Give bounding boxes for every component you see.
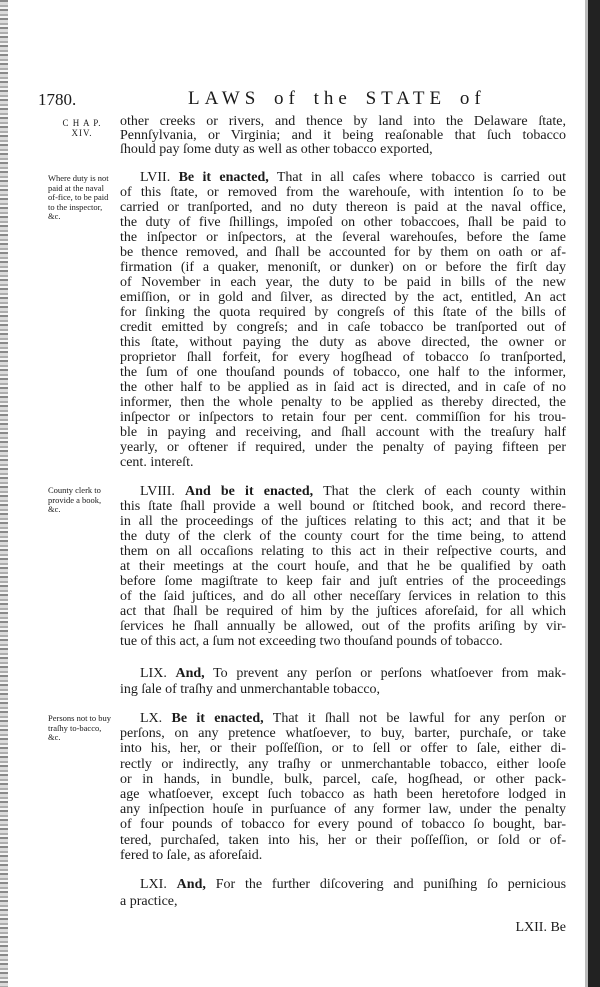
line-text: of four pounds of tobacco for every pound of tobacco ſo bought, bar-: [120, 817, 566, 833]
paragraph-intro: [120, 115, 566, 157]
line-text: or in hands, in bundle, bulk, parcel, caſe, hogſhead, or other pack-: [120, 771, 566, 787]
text-line: [120, 380, 566, 395]
line-text: for ſinking the quota required by congreſs of this ſtate of the bills of: [120, 305, 566, 320]
text-line: [120, 499, 566, 514]
line-text: in all the proceedings of the juſtices relating to this act; and that it be: [120, 514, 566, 529]
line-text: yearly, or oftener if required, under the penalty of paying fifteen per: [120, 440, 566, 455]
section-number: LIX.: [140, 666, 167, 681]
line-text: carried or tranſported, and no duty thereon is paid at the naval office,: [120, 200, 566, 215]
line-text: cent. intereſt.: [120, 455, 194, 470]
text-line: [120, 455, 566, 470]
line-text: at their meetings at the court houſe, and that he be qualified by oath: [120, 559, 566, 574]
chapter-label: [52, 118, 112, 138]
text-line: [120, 619, 566, 634]
text-line: [120, 320, 566, 335]
text-line: [120, 350, 566, 365]
text-line: [120, 817, 566, 832]
line-text: proprietor ſhall forfeit, for every hogſhead of tobacco ſo tranſported,: [120, 350, 566, 365]
text-line: [120, 574, 566, 589]
text-line: [120, 290, 566, 305]
text-line: [120, 604, 566, 619]
text-line: [120, 200, 566, 215]
page-title: LAWS of the STATE of: [188, 88, 486, 109]
line-text: tered, purchaſed, taken into his, her or their poſſeſſion, or ſold or of-: [120, 832, 566, 848]
margin-note-lx: Persons not to buy traſhy to-bacco, &c.: [48, 713, 112, 742]
line-text: a practice,: [120, 894, 178, 909]
margin-note-lviii: County clerk to provide a book, &c.: [48, 485, 102, 514]
text-line: [120, 682, 566, 698]
line-text: other creeks or rivers, and thence by land into the Delaware ſtate,: [120, 115, 566, 129]
line-text: before ſome magiſtrate to keep fair and juſt entries of the proceedings: [120, 574, 566, 589]
chapter-word: C H A P.: [62, 118, 102, 128]
section-lvii: [120, 170, 566, 470]
text-line: [120, 876, 566, 893]
text-line: [120, 170, 566, 185]
text-line: [120, 848, 566, 863]
text-line: [120, 215, 566, 230]
line-text: perſons, on any pretence whatſoever, to buy, barter, purchaſe, or take: [120, 726, 566, 742]
line-text: emiſſion, or in gold and ſilver, as directed by the act, entitled, An act: [120, 290, 566, 305]
section-number: LVIII.: [140, 484, 175, 499]
line-text: into his, her, or their poſſeſſion, or to ſell or offer to ſale, either di-: [120, 741, 566, 757]
scan-edge-left: [0, 0, 8, 987]
text-line: [120, 802, 566, 817]
line-text: ſhould pay ſome duty as well as other tobacco exported,: [120, 143, 433, 157]
text-line: [120, 529, 566, 544]
line-text: the duty of five ſhillings, impoſed on other tobaccoes, ſhall be paid to: [120, 215, 566, 230]
text-line: [120, 711, 566, 726]
enacting-clause: And be it enacted,: [185, 484, 314, 499]
line-text: informer, then the whole penalty to be applied as thereby directed, the: [120, 395, 566, 410]
section-number: LVII.: [140, 170, 171, 185]
line-text: That the clerk of each county within: [323, 484, 566, 499]
text-line: [120, 305, 566, 320]
text-line: [120, 833, 566, 848]
line-text: ſervices he ſhall annually be allowed, out of the profits ariſing by vir-: [120, 619, 566, 634]
text-line: [120, 666, 566, 682]
text-line: [120, 544, 566, 559]
text-line: [120, 410, 566, 425]
text-line: [120, 275, 566, 290]
text-line: [120, 129, 566, 143]
line-text: age whatſoever, except ſuch tobacco as hath been heretofore lodged in: [120, 787, 566, 803]
text-line: [120, 757, 566, 772]
text-line: [120, 726, 566, 741]
text-line: [120, 589, 566, 604]
page-year: 1780.: [38, 90, 77, 109]
line-text: the duty of the clerk of the county court for the time being, to attend: [120, 529, 566, 544]
text-line: [120, 185, 566, 200]
text-line: [120, 440, 566, 455]
section-lxi: [120, 876, 566, 910]
text-line: [120, 772, 566, 787]
text-line: [120, 787, 566, 802]
line-text: of November in each year, the duty to be paid in bills of the new: [120, 275, 566, 290]
enacting-clause: Be it enacted,: [178, 170, 269, 185]
line-text: ing ſale of traſhy and unmerchantable tobacco,: [120, 682, 381, 697]
line-text: the other half to be applied as in ſaid act is directed, and in caſe of no: [120, 380, 566, 395]
section-number: LXI.: [140, 877, 167, 892]
running-header: [0, 88, 588, 112]
enacting-clause: And,: [176, 877, 206, 892]
chapter-number: XIV.: [71, 128, 93, 138]
line-text: the inſpector or inſpectors, at the ſeveral warehouſes, before the ſame: [120, 230, 566, 245]
line-text: ble in paying and receiving, and ſhall account with the treaſury half: [120, 425, 566, 440]
section-lviii: [120, 484, 566, 649]
margin-note-lvii: Where duty is not paid at the naval of-fice, to be paid to the inspector, &c.: [48, 173, 109, 221]
line-text: firmation (if a quaker, menoniſt, or dunker) on or before the firſt day: [120, 260, 566, 275]
catchword: LXII. Be: [515, 920, 566, 935]
line-text: this ſtate, without paying the duty as above directed, the owner or: [120, 335, 566, 350]
line-text: tue of this act, a ſum not exceeding two thouſand pounds of tobacco.: [120, 634, 503, 649]
line-text: any inſpection houſe in purſuance of any former law, under the penalty: [120, 802, 566, 818]
enacting-clause: Be it enacted,: [171, 711, 264, 726]
scan-edge-right: [588, 0, 600, 987]
line-text: inſpector or inſpectors to retain four per cent. commiſſion for his trou-: [120, 410, 566, 425]
line-text: this ſtate ſhall provide a well bound or ſtitched book, and record there-: [120, 499, 566, 514]
text-line: [120, 484, 566, 499]
line-text: That it ſhall not be lawful for any perſon or: [272, 711, 566, 726]
line-text: the ſum of one thouſand pounds of tobacco, one half to the informer,: [120, 365, 566, 380]
line-text: credit emitted by congreſs; and in caſe tobacco be tranſported out of: [120, 320, 566, 335]
section-number: LX.: [140, 711, 163, 726]
line-text: be thence removed, and ſhall be accounted for by them on oath or af-: [120, 245, 566, 260]
text-line: [120, 115, 566, 129]
text-line: [120, 335, 566, 350]
text-line: [120, 143, 566, 157]
text-line: [120, 741, 566, 756]
text-line: [120, 365, 566, 380]
text-line: [120, 230, 566, 245]
line-text: them on all occaſions relating to this act in their reſpective courts, and: [120, 544, 566, 559]
line-text: rectly or indirectly, any traſhy or unmerchantable tobacco, either looſe: [120, 756, 566, 772]
text-line: [120, 514, 566, 529]
enacting-clause: And,: [175, 666, 205, 681]
text-line: [120, 893, 566, 910]
text-line: [120, 245, 566, 260]
line-text: of this ſtate, or removed from the warehouſe, with intention ſo to be: [120, 185, 566, 200]
section-lx: [120, 711, 566, 863]
text-line: [120, 559, 566, 574]
text-line: [120, 634, 566, 649]
line-text: To prevent any perſon or perſons whatſoever from mak-: [213, 666, 566, 681]
line-text: of the ſaid juſtices, and do all other neceſſary ſervices in relation to this: [120, 589, 566, 604]
line-text: That in all caſes where tobacco is carried out: [276, 170, 566, 185]
text-line: [120, 395, 566, 410]
line-text: fered to ſale, as aforeſaid.: [120, 847, 263, 863]
line-text: act that ſhall be required of him by the juſtices aforeſaid, for all which: [120, 604, 566, 619]
line-text: For the further diſcovering and puniſhing ſo pernicious: [215, 877, 566, 892]
text-line: [120, 260, 566, 275]
text-line: [120, 425, 566, 440]
section-lix: [120, 666, 566, 698]
line-text: Pennſylvania, or Virginia; and it being reaſonable that ſuch tobacco: [120, 129, 566, 143]
